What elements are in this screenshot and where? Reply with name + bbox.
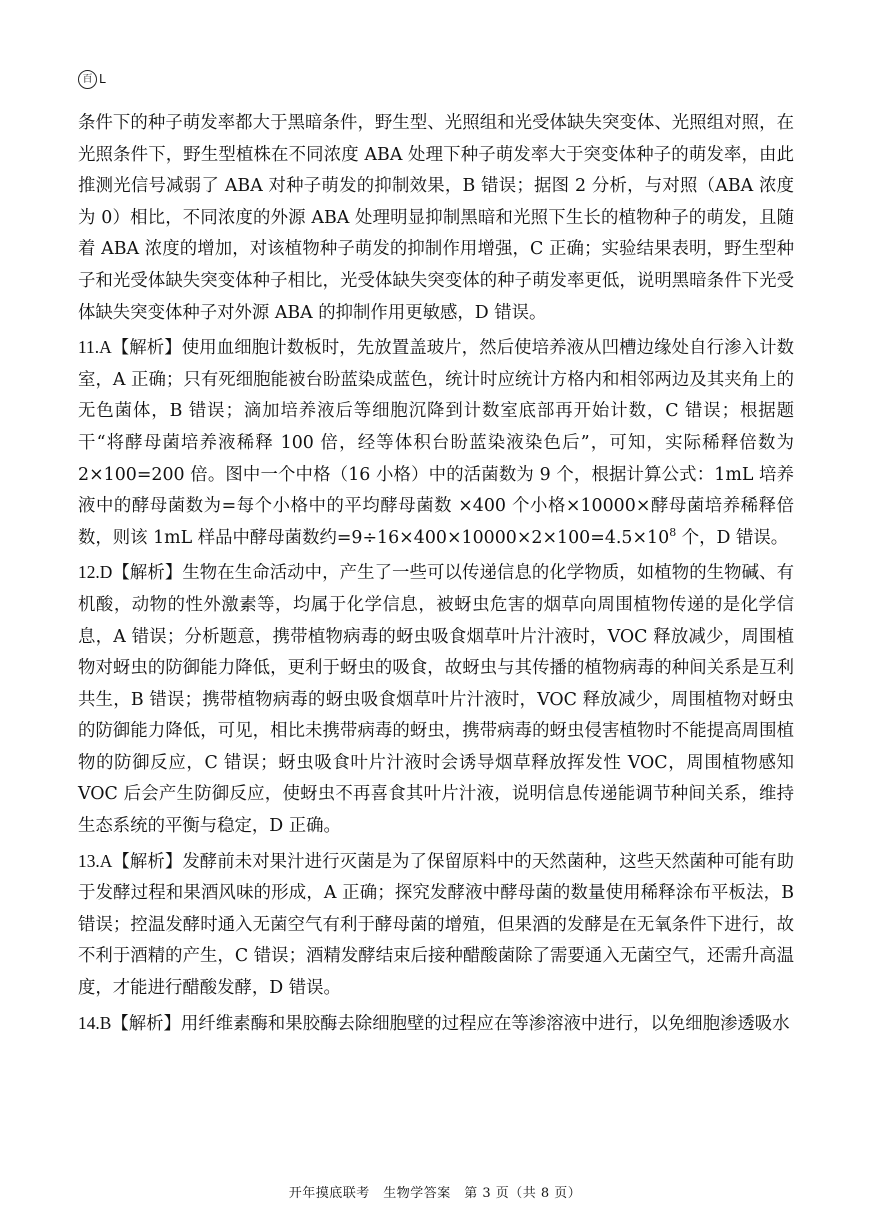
paragraph-text: 用纤维素酶和果胶酶去除细胞壁的过程应在等渗溶液中进行，以免细胞渗透吸水: [180, 1013, 790, 1034]
answer-label: 11.A【解析】: [78, 337, 182, 358]
paragraph-text: 发酵前未对果汁进行灭菌是为了保留原料中的天然菌种，这些天然菌种可能有助于发酵过程和果酒风味的形成，A 正确；探究发酵液中酵母菌的数量使用稀释涂布平板法，B 错误；控温发酵时通入无菌空气有利于酵母菌的增殖，但果酒的发酵是在无氧条件下进行，故不利于酒精的产生，C 错误；酒精发酵结束后接种醋酸菌除了需要通入无菌空气，还需升高温度，才能进行醋酸发酵，D 错误。: [78, 851, 794, 999]
page-footer: 开年摸底联考 生物学答案 第 3 页（共 8 页）: [288, 1186, 582, 1201]
logo-circle-glyph: 百: [78, 70, 97, 89]
answer-content: [78, 108, 794, 1040]
answer-label: 14.B【解析】: [78, 1012, 181, 1033]
paragraph-continuation: [78, 108, 794, 329]
answer-label: 12.D【解析】: [78, 562, 183, 583]
exponent: 8: [669, 525, 677, 539]
paragraph-text: 使用血细胞计数板时，先放置盖玻片，然后使培养液从凹槽边缘处自行渗入计数室，A 正确；只有死细胞能被台盼蓝染成蓝色，统计时应统计方格内和相邻两边及其夹角上的无色菌体，B 错误；滴加培养液后等细胞沉降到计数室底部再开始计数，C 错误；根据题干“将酵母菌培养液稀释 100 倍，经等体积台盼蓝染液染色后”，可知，实际稀释倍数为 2×100=200 倍。图中一个中格（16 小格）中的活菌数为 9 个，根据计算公式：1mL 培养液中的酵母菌数为=每个小格中的平均酵母菌数 ×400 个小格×10000×酵母菌培养稀释倍数，则该 1mL 样品中酵母菌数约=9÷16×400×10000×2×100=4.5×10: [78, 338, 794, 548]
paragraph-tail: 个，D 错误。: [676, 527, 789, 548]
paragraph-text: 生物在生命活动中，产生了一些可以传递信息的化学物质，如植物的生物碱、有机酸，动物的性外激素等，均属于化学信息，被蚜虫危害的烟草向周围植物传递的是化学信息，A 错误；分析题意，携带植物病毒的蚜虫吸食烟草叶片汁液时，VOC 释放减少，周围植物对蚜虫的防御能力降低，更利于蚜虫的吸食，故蚜虫与其传播的植物病毒的种间关系是互利共生，B 错误；携带植物病毒的蚜虫吸食烟草叶片汁液时，VOC 释放减少，周围植物对蚜虫的防御能力降低，可见，相比未携带病毒的蚜虫，携带病毒的蚜虫侵害植物时不能提高周围植物的防御反应，C 错误；蚜虫吸食叶片汁液时会诱导烟草释放挥发性 VOC，周围植物感知 VOC 后会产生防御反应，使蚜虫不再喜食其叶片汁液，说明信息传递能调节种间关系，维持生态系统的平衡与稳定，D 正确。: [78, 563, 794, 837]
paragraph-text: 条件下的种子萌发率都大于黑暗条件，野生型、光照组和光受体缺失突变体、光照组对照，在光照条件下，野生型植株在不同浓度 ABA 处理下种子萌发率大于突变体种子的萌发率，由此推测光信号减弱了 ABA 对种子萌发的抑制效果，B 错误；据图 2 分析，与对照（ABA 浓度为 0）相比，不同浓度的外源 ABA 处理明显抑制黑暗和光照下生长的植物种子的萌发，且随着 ABA 浓度的增加，对该植物种子萌发的抑制作用增强，C 正确；实验结果表明，野生型种子和光受体缺失突变体种子相比，光受体缺失突变体的种子萌发率更低，说明黑暗条件下光受体缺失突变体种子对外源 ABA 的抑制作用更敏感，D 错误。: [78, 113, 794, 323]
publisher-logo: [78, 70, 114, 90]
answer-13: [78, 846, 794, 1005]
logo-letter: L: [99, 72, 106, 86]
answer-14: [78, 1008, 794, 1041]
answer-12: [78, 557, 794, 842]
answer-label: 13.A【解析】: [78, 850, 183, 871]
answer-11: [78, 332, 794, 554]
